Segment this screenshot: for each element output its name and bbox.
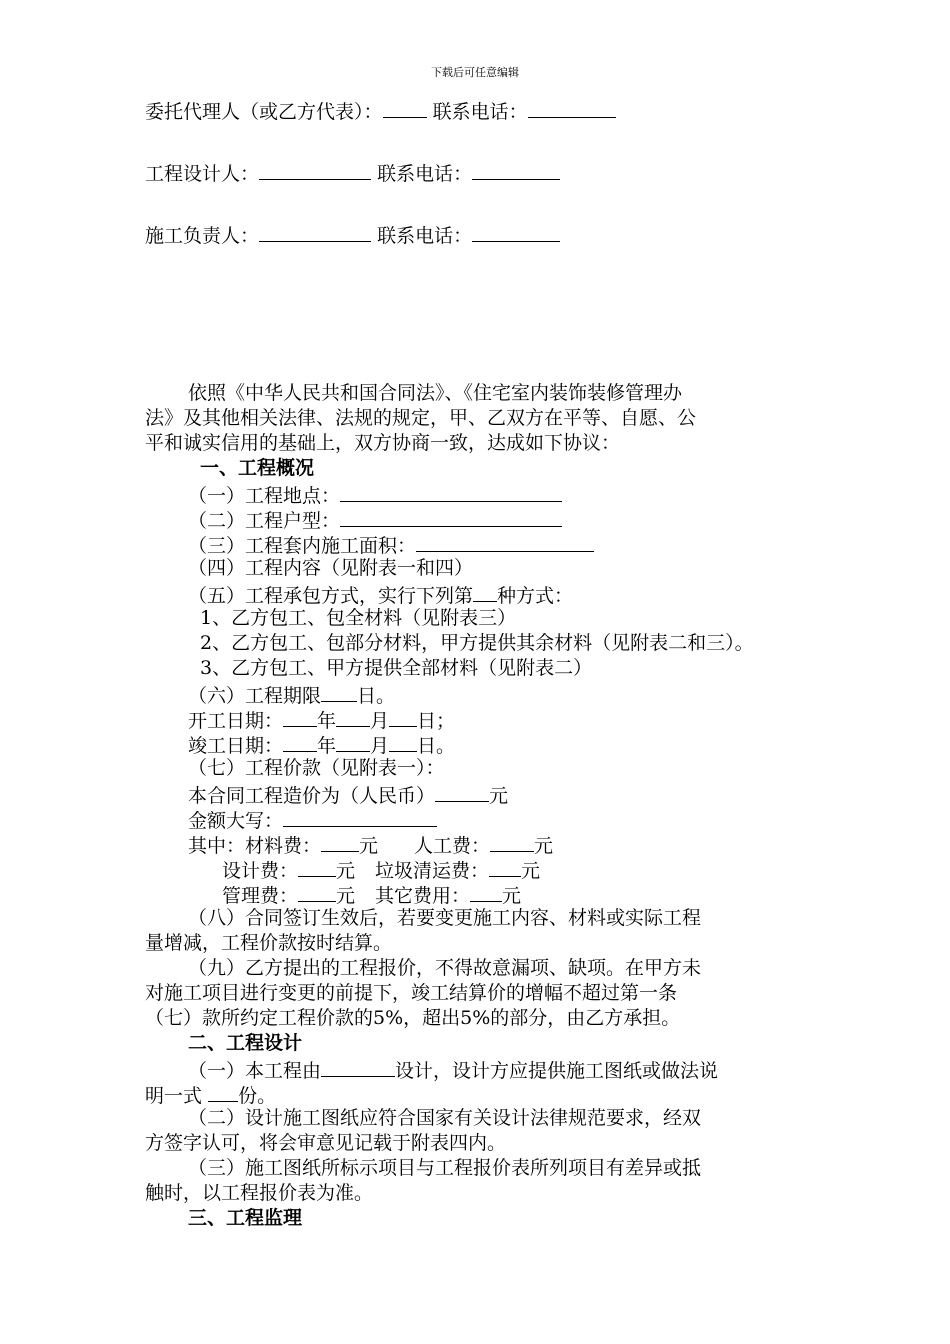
contact-construction-lead: 施工负责人： 联系电话： (145, 221, 560, 249)
section-2-title: 二、工程设计 (188, 1032, 303, 1054)
amount-in-words: 金额大写： (188, 806, 437, 834)
contract-mode-1: 1、乙方包工、包全材料（见附表三） (200, 607, 517, 629)
section-3-title: 三、工程监理 (188, 1207, 303, 1229)
management-other-fees: 管理费： 元 其它费用： 元 (222, 881, 521, 909)
design-garbage-fees: 设计费： 元 垃圾清运费： 元 (222, 856, 540, 884)
design-item-2-line-1: （二）设计施工图纸应符合国家有关设计法律规范要求，经双 (188, 1107, 702, 1129)
design-item-3-line-2: 触时，以工程报价表为准。 (145, 1182, 374, 1204)
design-item-3-line-1: （三）施工图纸所标示项目与工程报价表所列项目有差异或抵 (188, 1157, 702, 1179)
design-item-2-line-2: 方签字认可，将会审意见记载于附表四内。 (145, 1132, 507, 1154)
contract-mode-2: 2、乙方包工、包部分材料，甲方提供其余材料（见附表二和三）。 (200, 632, 754, 654)
contact-agent: 委托代理人（或乙方代表）： 联系电话： (145, 97, 616, 125)
start-date: 开工日期： 年 月 日； (188, 706, 455, 734)
intro-line-1: 依照《中华人民共和国合同法》、《住宅室内装饰装修管理办 (188, 382, 683, 404)
project-content: （四）工程内容（见附表一和四） (188, 557, 474, 579)
material-labor-fees: 其中：材料费： 元 人工费： 元 (188, 831, 553, 859)
contact-designer: 工程设计人： 联系电话： (145, 159, 560, 187)
project-house-type: （二）工程户型： (188, 506, 562, 534)
item-9-line-3: （七）款所约定工程价款的5%，超出5%的部分，由乙方承担。 (145, 1007, 681, 1029)
design-item-1-line-2: 明一式 份。 (145, 1081, 276, 1109)
project-location: （一）工程地点： (188, 481, 562, 509)
contract-mode: （五）工程承包方式，实行下列第 种方式： (188, 581, 573, 609)
item-8-line-1: （八）合同签订生效后，若要变更施工内容、材料或实际工程 (188, 907, 702, 929)
item-8-line-2: 量增减，工程价款按时结算。 (145, 932, 393, 954)
design-item-1-line-1: （一）本工程由 设计，设计方应提供施工图纸或做法说 (188, 1056, 718, 1084)
project-price: （七）工程价款（见附表一）： (188, 757, 445, 779)
section-1-title: 一、工程概况 (200, 457, 315, 479)
page-header: 下载后可任意编辑 (431, 66, 519, 79)
project-period: （六）工程期限 日。 (188, 681, 395, 709)
intro-line-3: 平和诚实信用的基础上，双方协商一致，达成如下协议： (145, 432, 621, 454)
contract-mode-3: 3、乙方包工、甲方提供全部材料（见附表二） (200, 657, 593, 679)
item-9-line-1: （九）乙方提出的工程报价，不得故意漏项、缺项。在甲方未 (188, 957, 702, 979)
intro-line-2: 法》及其他相关法律、法规的规定，甲、乙双方在平等、自愿、公 (145, 407, 697, 429)
item-9-line-2: 对施工项目进行变更的前提下，竣工结算价的增幅不超过第一条 (145, 982, 678, 1004)
end-date: 竣工日期： 年 月 日。 (188, 731, 455, 759)
project-area: （三）工程套内施工面积： (188, 531, 594, 559)
contract-cost: 本合同工程造价为（人民币） 元 (188, 781, 508, 809)
